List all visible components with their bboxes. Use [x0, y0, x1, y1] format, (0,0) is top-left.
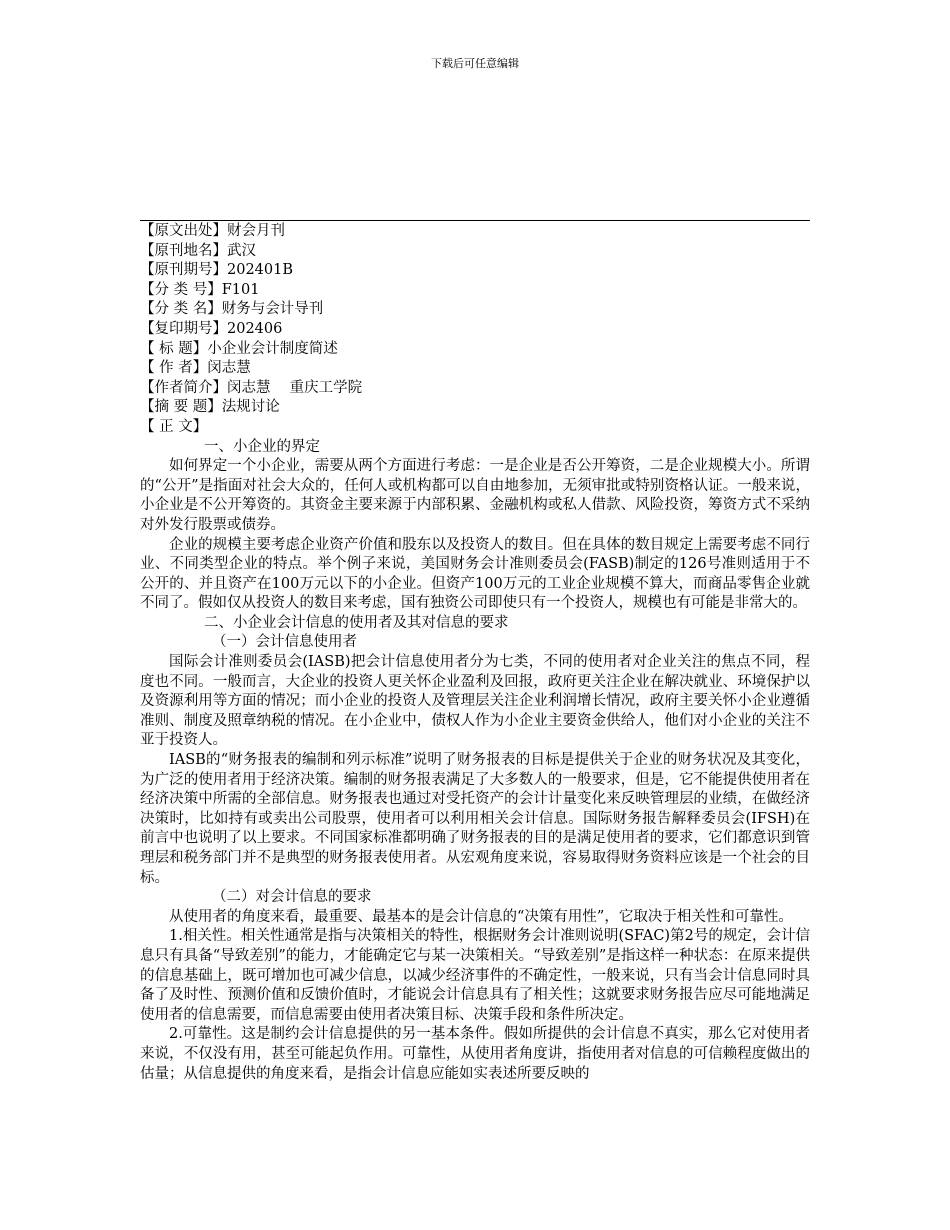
header-note: 下载后可任意编辑	[431, 57, 519, 70]
meta-class-code: 【分 类 号】F101	[140, 281, 260, 298]
subsection-heading-2: （二）对会计信息的要求	[212, 889, 372, 906]
paragraph-4: IASB的“财务报表的编制和列示标准”说明了财务报表的目标是提供关于企业的财务状况及其变化，为广泛的使用者用于经济决策。编制的财务报表满足了大多数人的一般要求，但是，它不能提供使用者在经济决策中所需的全部信息。财务报表也通过对受托资产的会计计量变化来反映管理层的业绩，在做经济决策时，比如持有或卖出公司股票，使用者可以利用相关会计信息。国际财务报告解释委员会(IFSH)在前言中也说明了以上要求。不同国家标准都明确了财务报表的目的是满足使用者的要求，它们都意识到管理层和税务部门并不是典型的财务报表使用者。从宏观角度来说，容易取得财务资料应该是一个社会的目标。	[140, 752, 810, 886]
section-heading-1: 一、小企业的界定	[204, 438, 320, 455]
article-body	[140, 222, 810, 1084]
paragraph-7: 2.可靠性。这是制约会计信息提供的另一基本条件。假如所提供的会计信息不真实，那么它对使用者来说，不仅没有用，甚至可能起负作用。可靠性，从使用者角度讲，指使用者对信息的可信赖程度做出的估量；从信息提供的角度来看，是指会计信息应能如实表述所要反映的	[140, 1026, 810, 1082]
meta-place: 【原刊地名】武汉	[140, 242, 256, 259]
header-rule	[140, 220, 810, 221]
meta-body-label: 【 正 文】	[140, 418, 208, 435]
meta-source: 【原文出处】财会月刊	[140, 223, 285, 239]
meta-title: 【 标 题】小企业会计制度简述	[140, 340, 338, 357]
meta-class-name: 【分 类 名】财务与会计导刊	[140, 301, 324, 318]
meta-author-bio: 【作者简介】闵志慧 重庆工学院	[140, 379, 363, 396]
subsection-heading-1: （一）会计信息使用者	[212, 634, 357, 651]
paragraph-6: 1.相关性。相关性通常是指与决策相关的特性，根据财务会计准则说明(SFAC)第2号的规定，会计信息只有具备“导致差别”的能力，才能确定它与某一决策相关。“导致差别”是指这样一种状态：在原来提供的信息基础上，既可增加也可减少信息，以减少经济事件的不确定性，一般来说，只有当会计信息同时具备了及时性、预测价值和反馈价值时，才能说会计信息具有了相关性；这就要求财务报告应尽可能地满足使用者的信息需要，而信息需要由使用者决策目标、决策手段和条件所决定。	[140, 928, 810, 1023]
meta-author: 【 作 者】闵志慧	[140, 360, 251, 377]
meta-reprint-issue: 【复印期号】202406	[140, 320, 283, 337]
meta-issue: 【原刊期号】202401B	[140, 262, 294, 279]
meta-block	[140, 222, 810, 438]
paragraph-5: 从使用者的角度来看，最重要、最基本的是会计信息的“决策有用性”，它取决于相关性和可靠性。	[169, 908, 793, 925]
paragraph-2: 企业的规模主要考虑企业资产价值和股东以及投资人的数目。但在具体的数目规定上需要考虑不同行业、不同类型企业的特点。举个例子来说，美国财务会计准则委员会(FASB)制定的126号准则适用于不公开的、并且资产在100万元以下的小企业。但资产100万元的工业企业规模不算大，而商品零售企业就不同了。假如仅从投资人的数目来考虑，国有独资公司即使只有一个投资人，规模也有可能是非常大的。	[140, 536, 810, 612]
paragraph-3: 国际会计准则委员会(IASB)把会计信息使用者分为七类，不同的使用者对企业关注的焦点不同，程度也不同。一般而言，大企业的投资人更关怀企业盈利及回报，政府更关注企业在解决就业、环境保护以及资源利用等方面的情况；而小企业的投资人及管理层关注企业利润增长情况，政府主要关怀小企业遵循准则、制度及照章纳税的情况。在小企业中，债权人作为小企业主要资金供给人，他们对小企业的关注不亚于投资人。	[140, 654, 810, 749]
paragraph-1: 如何界定一个小企业，需要从两个方面进行考虑：一是企业是否公开筹资，二是企业规模大小。所谓的“公开”是指面对社会大众的，任何人或机构都可以自由地参加，无须审批或特别资格认证。一般来说，小企业是不公开筹资的。其资金主要来源于内部积累、金融机构或私人借款、风险投资，筹资方式不采纳对外发行股票或债券。	[140, 458, 810, 533]
section-heading-2: 二、小企业会计信息的使用者及其对信息的要求	[204, 614, 509, 631]
meta-topic: 【摘 要 题】法规讨论	[140, 399, 280, 416]
